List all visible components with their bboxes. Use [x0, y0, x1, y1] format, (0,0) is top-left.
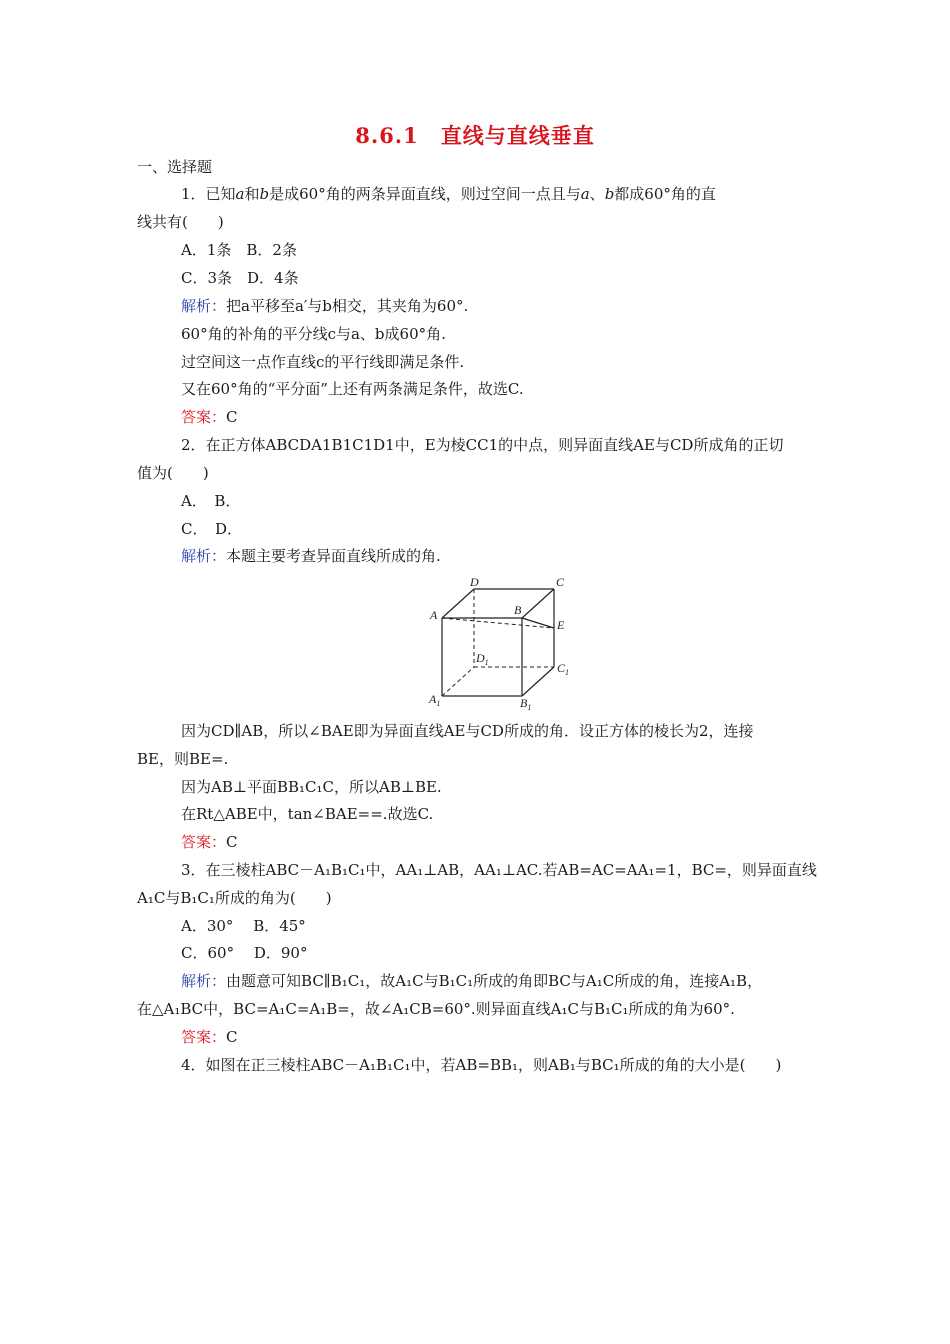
q1-stem-line2: 线共有( ) — [137, 213, 224, 231]
label-c: C — [556, 575, 565, 589]
q3-analysis-2: 在△A₁BC中，BC=A₁C=A₁B=，故∠A₁CB=60°.则异面直线A₁C与B₁C₁所成的角为60°. — [137, 1000, 735, 1018]
q2-options-cd: C． D． — [181, 520, 243, 538]
q1-analysis-3: 过空间这一点作直线c的平行线即满足条件. — [181, 353, 465, 371]
label-e: E — [557, 618, 565, 632]
q2-stem-line2: 值为( ) — [137, 464, 209, 482]
q1-options-cd: C．3条 D．4条 — [181, 269, 299, 287]
label-d: D — [470, 575, 479, 589]
analysis-label: 解析： — [181, 972, 227, 990]
q2-options-ab: A． B． — [181, 492, 241, 510]
section-heading: 一、选择题 — [137, 158, 213, 176]
q3-answer: 答案：C — [181, 1028, 238, 1046]
label-a: A — [430, 608, 438, 622]
edge-b1c1 — [522, 667, 554, 696]
q3-analysis-1: 解析：由题意可知BC∥B₁C₁，故A₁C与B₁C₁所成的角即BC与A₁C所成的角，连接A₁B， — [181, 972, 763, 990]
q3-options-cd: C．60° D．90° — [181, 944, 308, 962]
q2-analysis-1: 解析：本题主要考查异面直线所成的角. — [181, 547, 441, 565]
q1-stem-line1: 1．已知a和b是成60°角的两条异面直线，则过空间一点且与a、b都成60°角的直 — [181, 185, 716, 203]
label-b1: $B_1$ — [520, 696, 532, 712]
analysis-label: 解析： — [181, 297, 227, 315]
answer-label: 答案： — [181, 833, 227, 851]
label-d1: $D_1$ — [476, 651, 489, 667]
q1-analysis-2: 60°角的补角的平分线c与a、b成60°角. — [181, 325, 446, 343]
q3-options-ab: A．30° B．45° — [181, 917, 306, 935]
analysis-label: 解析： — [181, 547, 227, 565]
q2-stem-line1: 2．在正方体ABCDA1B1C1D1中，E为棱CC1的中点，则异面直线AE与CD所成角的正切 — [181, 436, 784, 454]
q3-stem-line2: A₁C与B₁C₁所成的角为( ) — [137, 889, 332, 907]
q1-analysis-1: 解析：把a平移至a′与b相交，其夹角为60°. — [181, 297, 469, 315]
label-b: B — [514, 603, 522, 617]
q1-analysis-4: 又在60°角的“平分面”上还有两条满足条件，故选C. — [181, 380, 524, 398]
hidden-edge-a1d1 — [442, 667, 474, 696]
q2-solution-4: 在Rt△ABE中，tan∠BAE==.故选C. — [181, 805, 434, 823]
q2-answer: 答案：C — [181, 833, 238, 851]
q2-solution-2: BE，则BE=. — [137, 750, 229, 768]
answer-label: 答案： — [181, 1028, 227, 1046]
q1-answer: 答案：C — [181, 408, 238, 426]
q2-solution-3: 因为AB⊥平面BB₁C₁C，所以AB⊥BE. — [181, 778, 442, 796]
edge-ad — [442, 589, 474, 618]
q1-options-ab: A．1条 B．2条 — [181, 241, 297, 259]
label-a1: $A_1$ — [429, 692, 441, 708]
q4-stem-line1: 4．如图在正三棱柱ABC－A₁B₁C₁中，若AB=BB₁，则AB₁与BC₁所成的角的大小是( ) — [181, 1056, 782, 1074]
cube-figure — [420, 574, 580, 714]
page-title: 8.6.1 直线与直线垂直 — [355, 123, 595, 148]
segment-be — [522, 618, 554, 628]
label-c1: $C_1$ — [557, 661, 570, 677]
edge-bc — [522, 589, 554, 618]
q3-stem-line1: 3．在三棱柱ABC－A₁B₁C₁中，AA₁⊥AB，AA₁⊥AC.若AB=AC=AA₁=1，BC=，则异面直线 — [181, 861, 817, 879]
answer-label: 答案： — [181, 408, 227, 426]
q2-solution-1: 因为CD∥AB，所以∠BAE即为异面直线AE与CD所成的角．设正方体的棱长为2，连接 — [181, 722, 754, 740]
